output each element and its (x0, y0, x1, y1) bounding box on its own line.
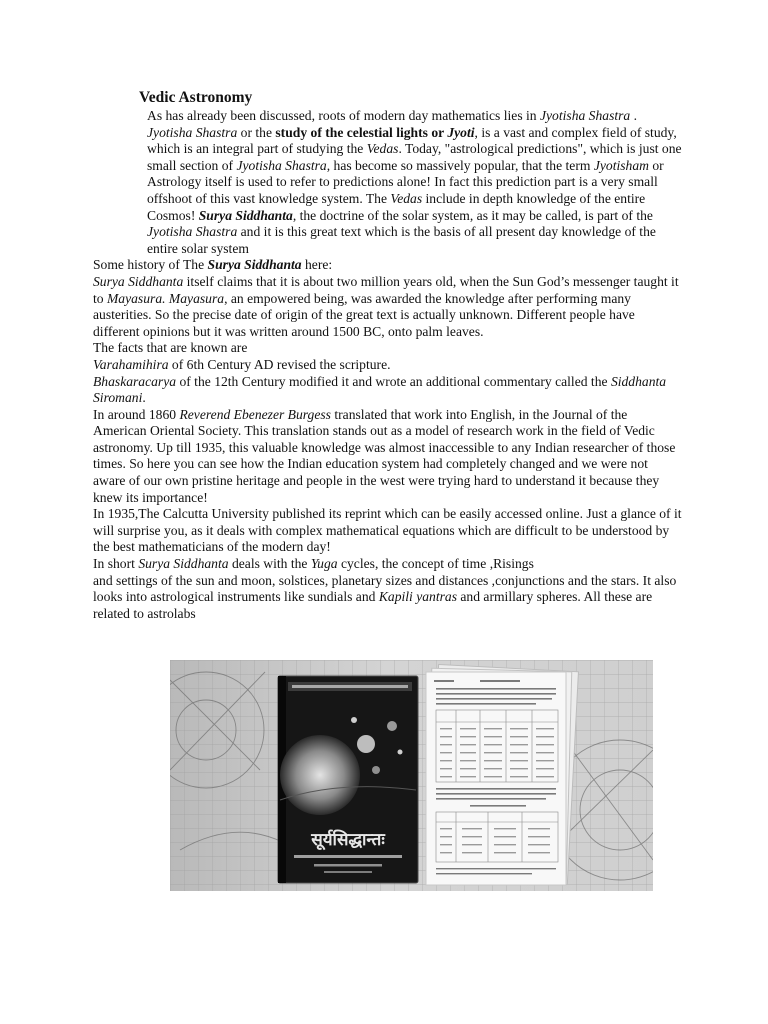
text-run: Jyotisha Shastra (147, 124, 238, 140)
text-run: Some history of The (93, 257, 208, 273)
text-run: Jyotisha Shastra (147, 224, 238, 240)
text-run: , an empowered being, was awarded the knowledge after performing many austerities. So the precise date of origin of the great text is actually unknown. Different people have different opinions but it was written around 1500 BC, onto palm leaves. (93, 290, 635, 339)
text-run: Mayasura (168, 290, 225, 306)
paragraph (93, 374, 683, 407)
text-run: Bhaskaracarya (93, 373, 177, 389)
book-photo-illustration (170, 660, 653, 891)
text-run: study of the celestial lights or (275, 124, 448, 140)
text-run: Reverend Ebenezer Burgess (179, 406, 331, 422)
text-run: and armillary spheres. All these are related to astrolabs (93, 589, 653, 621)
paragraph (93, 108, 683, 257)
paragraph (93, 506, 683, 556)
text-run: . Today, "astrological predictions", which is just one small section of (147, 141, 682, 173)
text-run: Vedas (366, 141, 399, 157)
text-run: Jyotisha Shastra (236, 157, 327, 173)
paragraph (93, 556, 683, 573)
text-run: Mayasura. (106, 290, 166, 306)
text-run: Siddhanta Siromani (93, 373, 667, 406)
text-run: and settings of the sun and moon, solstices, planetary sizes and distances ,conjunctions and the stars. It also looks into astrological instruments like sundials and (93, 572, 677, 605)
text-run: Jyotisham (593, 157, 649, 173)
text-run: itself claims that it is about two million years old, when the Sun God’s messenger taught it to (93, 273, 679, 306)
text-run: Vedas (390, 190, 423, 206)
text-run: In around 1860 (93, 406, 180, 422)
text-run: include in depth knowledge of the entire Cosmos! (147, 190, 646, 223)
text-run: or the (237, 124, 276, 140)
text-run: of the 12th Century modified it and wrote an additional commentary called the (176, 373, 611, 389)
text-run: translated that work into English, in the Journal of the American Oriental Society. This translation stands out as a model of research work in the field of Vedic astronomy. Up till 1935, this valuable knowledge was almost inaccessible to any Indian researcher of those times. So here you can see how the Indian education system had completely changed and we were not aware of our own pristine heritage and people in the west were trying hard to understand it because they knew its importance! (93, 406, 676, 505)
text-run: . (630, 108, 638, 123)
text-run: Varahamihira (93, 356, 169, 372)
text-run: The facts that are known are (93, 340, 248, 356)
paragraph (93, 357, 683, 374)
paragraph (93, 274, 683, 340)
paragraph (93, 257, 683, 274)
text-run: As has already been discussed, roots of modern day mathematics lies in (147, 108, 540, 123)
document-title: Vedic Astronomy (139, 89, 253, 106)
text-run: Kapili yantras (378, 589, 457, 605)
text-run: Yuga (310, 556, 338, 572)
surya-siddhanta-book-image (170, 660, 653, 891)
text-run: , is a vast and complex field of study, which is an integral part of studying the (147, 124, 677, 157)
text-run: and it is this great text which is the basis of all present day knowledge of the entire solar system (147, 224, 656, 256)
text-run: In short (93, 556, 139, 572)
paragraph (93, 573, 683, 623)
paragraph (93, 407, 683, 507)
text-run: . (142, 390, 146, 406)
book-title-text: सूर्यसिद्धान्तः (311, 830, 385, 850)
text-run: cycles, the concept of time ,Risings (337, 556, 534, 572)
text-run: , has become so massively popular, that the term (326, 157, 594, 173)
text-run: here: (301, 257, 333, 273)
text-run: of 6th Century AD revised the scripture. (168, 356, 391, 372)
text-run: Surya Siddhanta (198, 207, 293, 223)
text-run: Jyotisha Shastra (539, 108, 631, 123)
paragraph (93, 340, 683, 357)
text-run: Surya Siddhanta (138, 556, 229, 572)
text-run: Surya Siddhanta (93, 273, 184, 289)
document-body (93, 108, 683, 622)
text-run: deals with the (228, 556, 311, 572)
text-run: Jyoti (447, 124, 475, 140)
text-run: Surya Siddhanta (207, 257, 302, 273)
text-run: In 1935,The Calcutta University published its reprint which can be easily accessed online. Just a glance of it will surprise you, as it deals with complex mathematical equations which are difficult to be understood by the best mathematicians of the modern day! (93, 506, 682, 555)
text-run: or Astrology itself is used to refer to predictions alone! In fact this prediction part is a very small offshoot of this vast knowledge system. The (147, 157, 664, 206)
text-run: , the doctrine of the solar system, as it may be called, is part of the (292, 207, 653, 223)
